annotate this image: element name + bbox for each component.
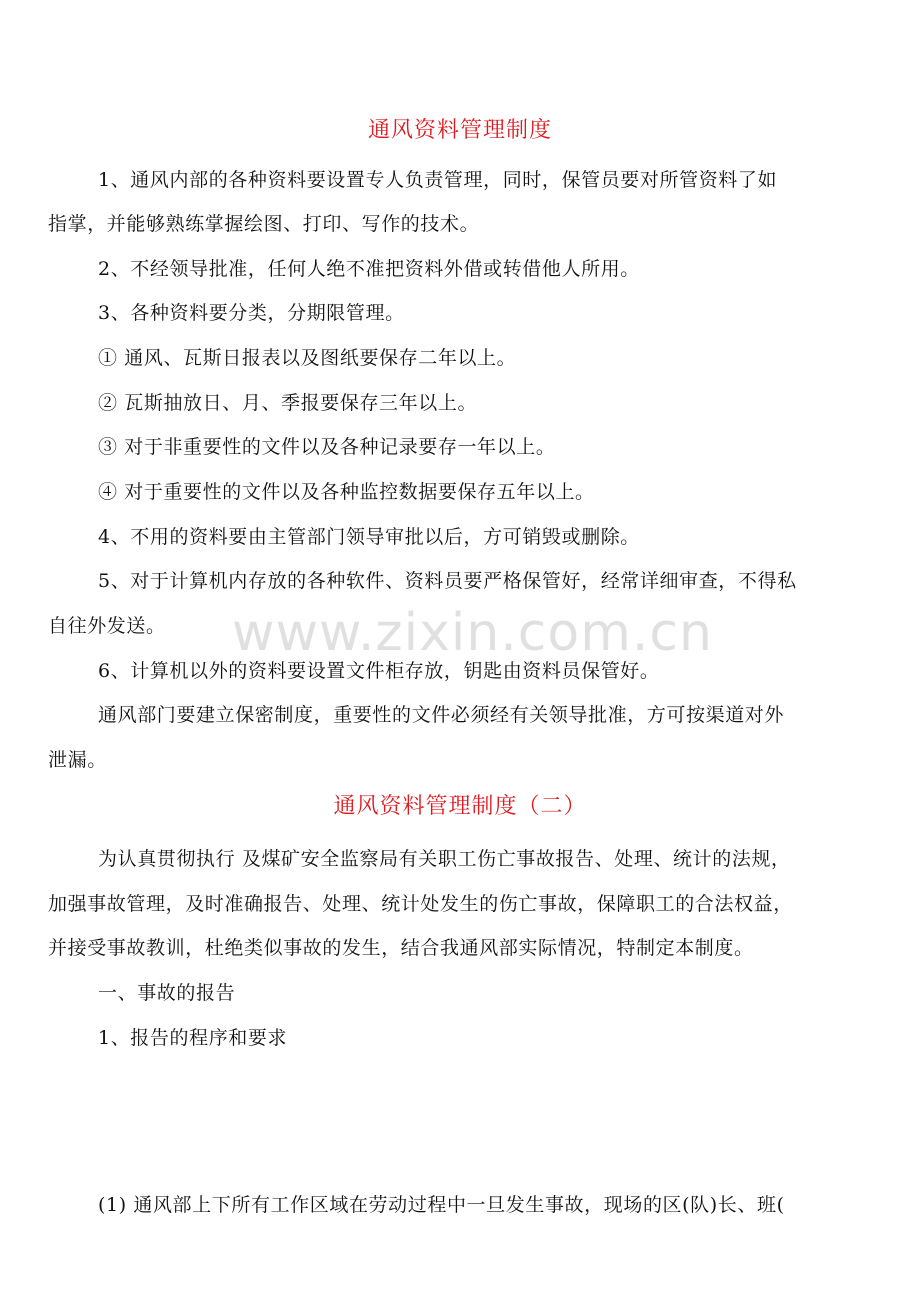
list-item: ② 瓦斯抽放日、月、季报要保存三年以上。: [98, 392, 478, 414]
paragraph-line: 1、通风内部的各种资料要设置专人负责管理，同时，保管员要对所管资料了如: [98, 169, 778, 191]
list-item: ① 通风、瓦斯日报表以及图纸要保存二年以上。: [98, 347, 517, 369]
paragraph-line: 泄漏。: [48, 749, 107, 771]
paragraph-line: 加强事故管理，及时准确报告、处理、统计处发生的伤亡事故，保障职工的合法权益，: [48, 893, 793, 915]
paragraph-line: 6、计算机以外的资料要设置文件柜存放，钥匙由资料员保管好。: [98, 660, 660, 682]
paragraph-line: 4、不用的资料要由主管部门领导审批以后，方可销毁或删除。: [98, 526, 640, 548]
paragraph-line: 3、各种资料要分类，分期限管理。: [98, 302, 405, 324]
section-title: 通风资料管理制度（二）: [333, 794, 587, 819]
paragraph-line: 通风部门要建立保密制度，重要性的文件必须经有关领导批准，方可按渠道对外: [98, 704, 785, 726]
list-item: ④ 对于重要性的文件以及各种监控数据要保存五年以上。: [98, 481, 595, 503]
watermark: www.zixin.com.cn: [232, 603, 713, 663]
subsection-heading: 1、报告的程序和要求: [98, 1027, 288, 1049]
paragraph-line: 5、对于计算机内存放的各种软件、资料员要严格保管好，经常详细审查，不得私: [98, 570, 797, 592]
list-item: ③ 对于非重要性的文件以及各种记录要存一年以上。: [98, 436, 556, 458]
paragraph-line: 为认真贯彻执行 及煤矿安全监察局有关职工伤亡事故报告、处理、统计的法规，: [98, 848, 791, 870]
paragraph-line: 并接受事故教训，杜绝类似事故的发生，结合我通风部实际情况，特制定本制度。: [48, 937, 754, 959]
paragraph-line: 指掌，并能够熟练掌握绘图、打印、写作的技术。: [48, 213, 480, 235]
paragraph-line: 自往外发送。: [48, 615, 166, 637]
paragraph-line: (1) 通风部上下所有工作区域在劳动过程中一旦发生事故，现场的区(队)长、班(: [98, 1194, 785, 1216]
document-title: 通风资料管理制度: [367, 118, 552, 143]
section-heading: 一、事故的报告: [98, 982, 236, 1004]
paragraph-line: 2、不经领导批准，任何人绝不准把资料外借或转借他人所用。: [98, 258, 640, 280]
